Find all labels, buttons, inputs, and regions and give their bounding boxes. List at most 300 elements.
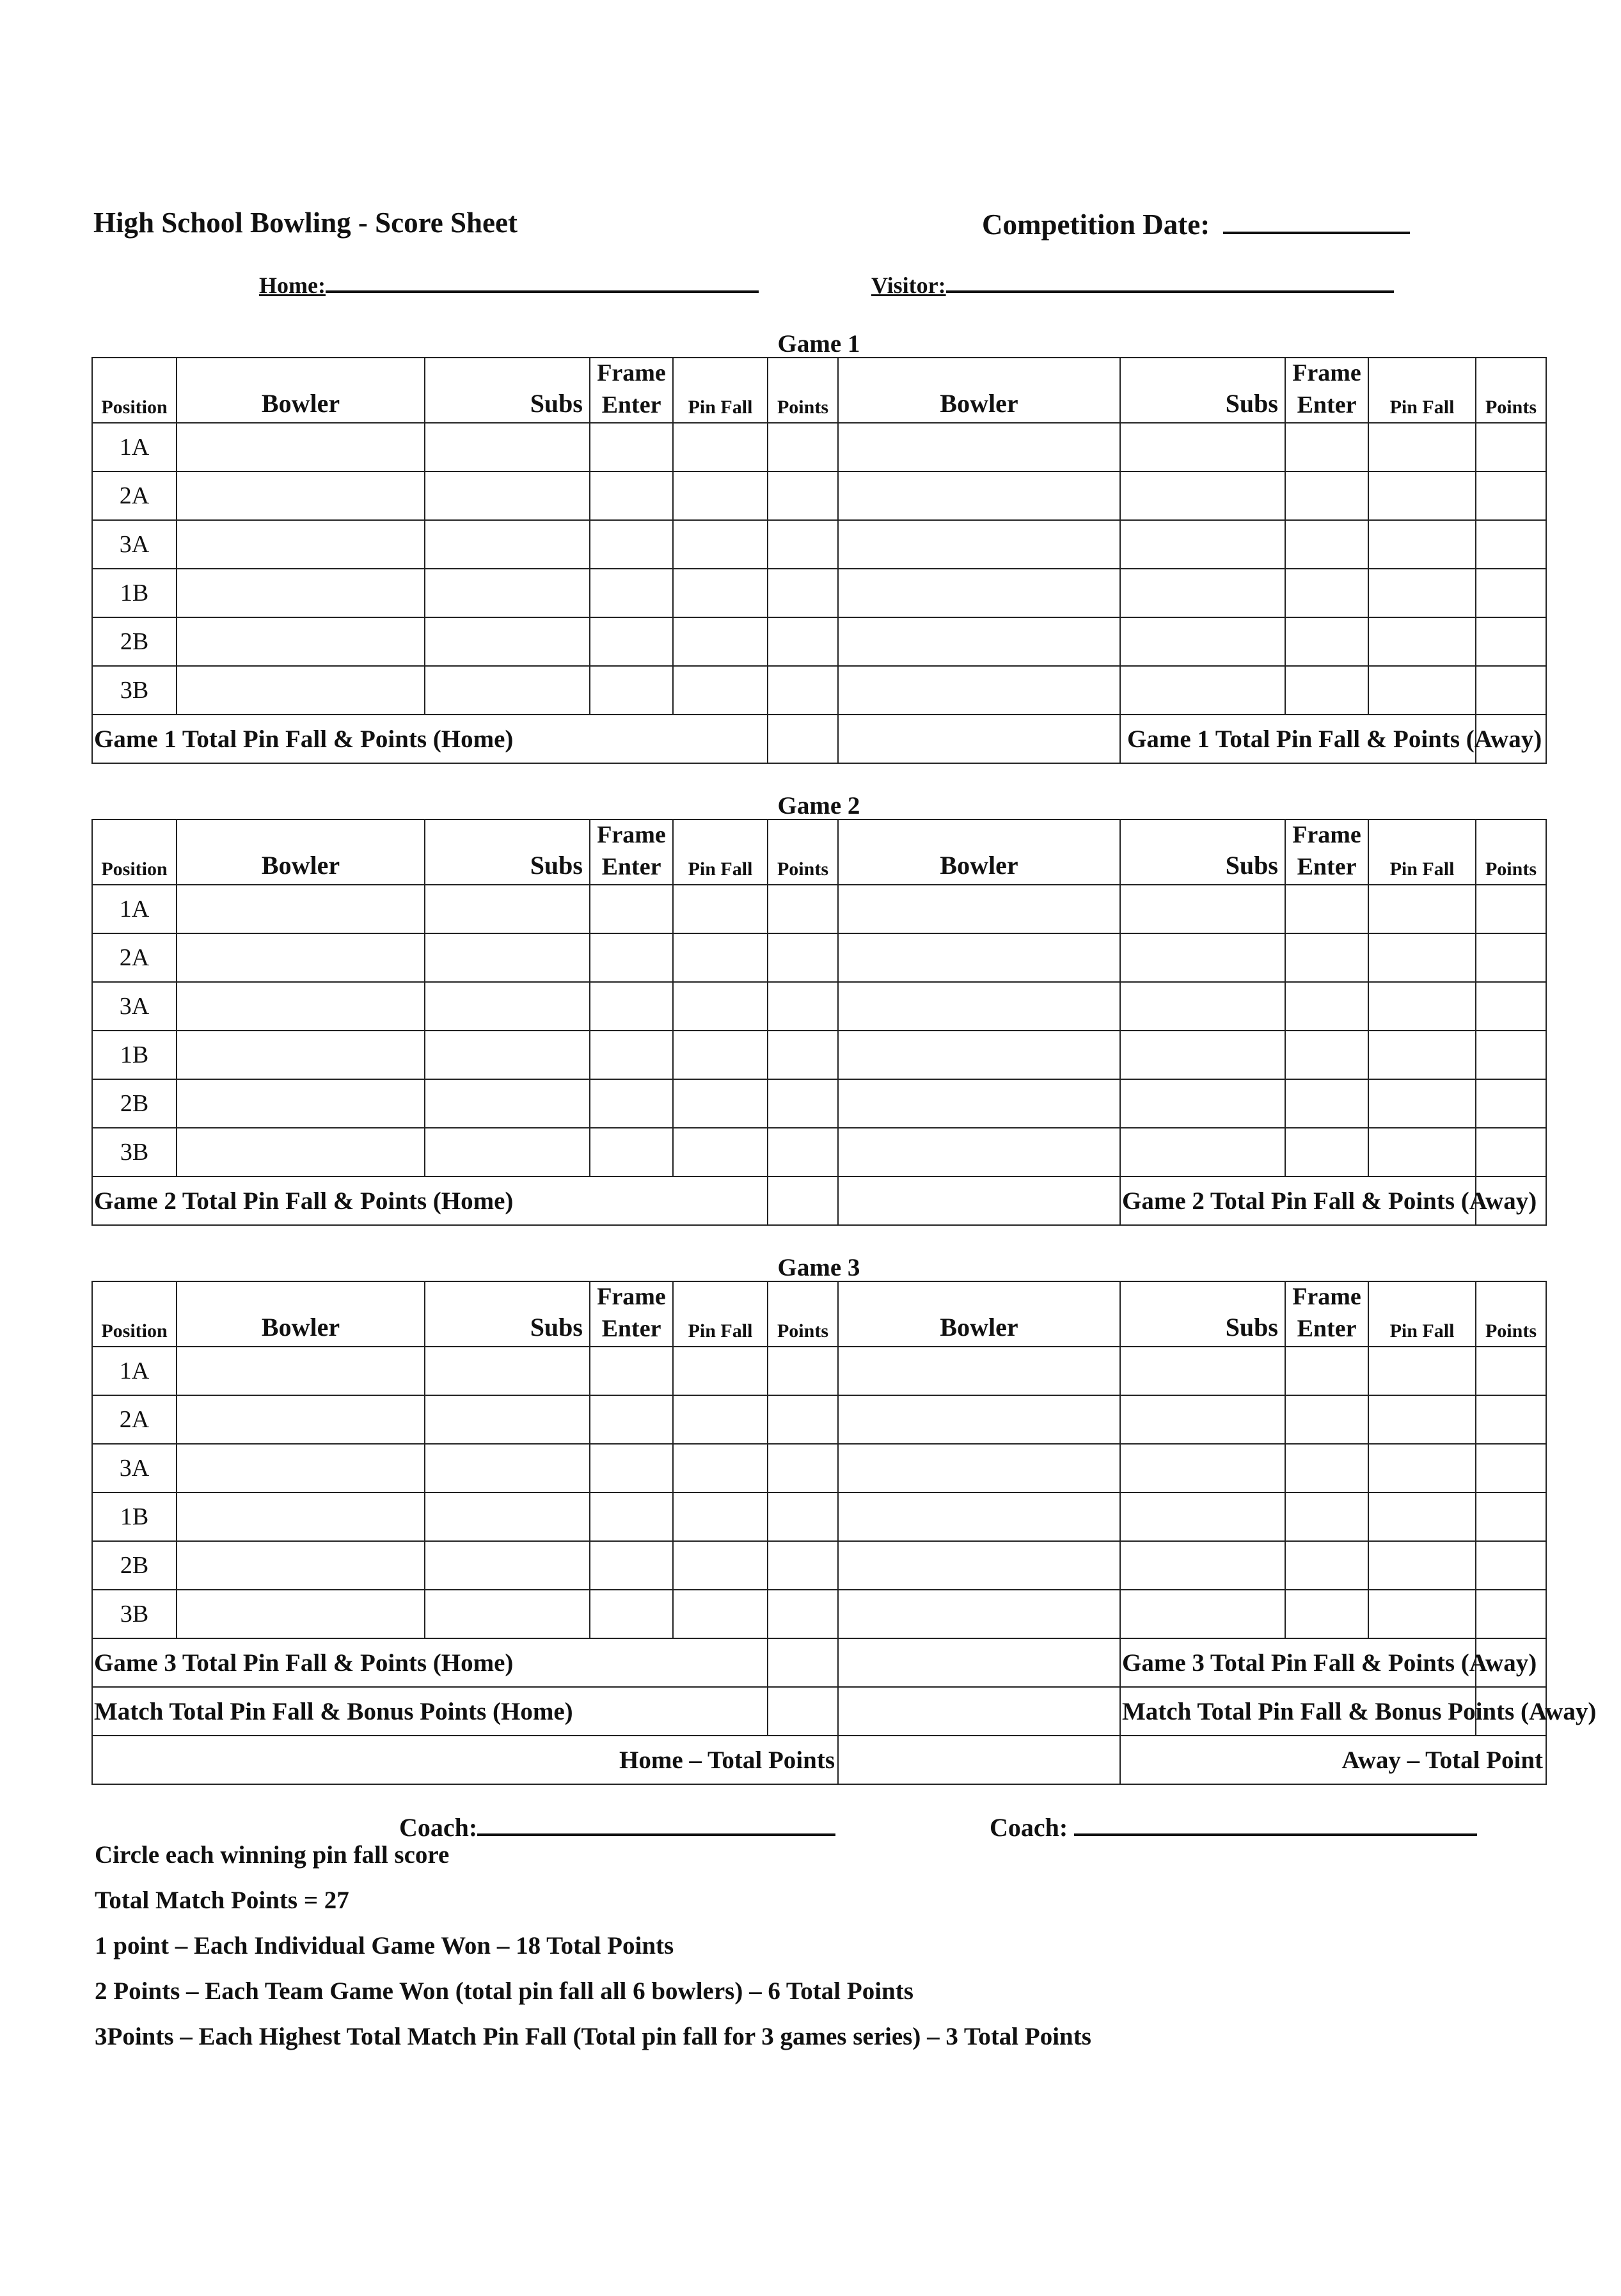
position-header: [92, 819, 177, 885]
home-pin-fall-cell[interactable]: [673, 1031, 768, 1079]
position-cell: 3A: [92, 520, 177, 569]
away-pin-fall-cell[interactable]: [1368, 1128, 1476, 1176]
home-pin-fall-cell[interactable]: [673, 933, 768, 982]
away-frame-enter-cell[interactable]: [1285, 1128, 1368, 1176]
home-frame-enter-cell[interactable]: [590, 982, 673, 1031]
home-bowler-cell[interactable]: [177, 1541, 425, 1590]
away-pin-fall-cell[interactable]: [1368, 569, 1476, 617]
game-1-table: [91, 357, 1547, 764]
home-points-cell[interactable]: [768, 1031, 838, 1079]
home-pin-fall-cell[interactable]: [673, 1395, 768, 1444]
game-3-total-away-label: Game 3 Total Pin Fall & Points (Away): [1120, 1638, 1476, 1687]
away-frame-enter-cell[interactable]: [1285, 982, 1368, 1031]
home-subs-cell[interactable]: [425, 1031, 590, 1079]
home-points-cell[interactable]: [768, 1444, 838, 1492]
home-bowler-header-label: Bowler: [261, 389, 340, 418]
away-subs-cell[interactable]: [1120, 933, 1285, 982]
away-pin-fall-cell[interactable]: [1368, 617, 1476, 666]
away-bowler-cell[interactable]: [838, 1079, 1120, 1128]
home-frame-enter-cell[interactable]: [590, 1492, 673, 1541]
table-row: [92, 520, 1546, 569]
home-bowler-cell[interactable]: [177, 1492, 425, 1541]
away-frame-enter-cell[interactable]: [1285, 1590, 1368, 1638]
position-cell: 1B: [92, 1492, 177, 1541]
home-points-cell[interactable]: [768, 569, 838, 617]
away-pin-fall-cell[interactable]: [1368, 1079, 1476, 1128]
away-bowler-cell[interactable]: [838, 1347, 1120, 1395]
home-frame-enter-cell[interactable]: [590, 520, 673, 569]
home-pin-fall-cell[interactable]: [673, 666, 768, 715]
table-row: [92, 471, 1546, 520]
home-frame-enter-cell[interactable]: [590, 471, 673, 520]
home-points-cell[interactable]: [768, 423, 838, 471]
home-points-cell[interactable]: [768, 1492, 838, 1541]
rule-total-points: Total Match Points = 27: [95, 1887, 349, 1914]
away-frame-enter-cell[interactable]: [1285, 885, 1368, 933]
game-1-total-home-label: Game 1 Total Pin Fall & Points (Home): [92, 715, 768, 763]
away-pin-fall-cell[interactable]: [1368, 1031, 1476, 1079]
home-pin-fall-cell[interactable]: [673, 982, 768, 1031]
away-frame-enter-header: [1285, 1281, 1368, 1347]
home-frame-enter-header: [590, 358, 673, 423]
home-subs-cell[interactable]: [425, 1395, 590, 1444]
home-points-header-label: Points: [777, 397, 828, 418]
away-bowler-cell[interactable]: [838, 1492, 1120, 1541]
home-coach-field[interactable]: [477, 1810, 835, 1836]
home-points-cell[interactable]: [768, 471, 838, 520]
match-total-home-pin-fall[interactable]: [768, 1687, 838, 1736]
home-total-points-cell[interactable]: [838, 1736, 1120, 1784]
home-frame-enter-header: [590, 1281, 673, 1347]
rule-circle-winning: Circle each winning pin fall score: [95, 1841, 450, 1869]
away-points-cell[interactable]: [1476, 885, 1546, 933]
game-2-total-row: [92, 1176, 1546, 1225]
away-pin-fall-cell[interactable]: [1368, 520, 1476, 569]
home-bowler-cell[interactable]: [177, 1079, 425, 1128]
visitor-team: [871, 269, 1394, 299]
away-pin-fall-cell[interactable]: [1368, 1395, 1476, 1444]
away-bowler-cell[interactable]: [838, 1395, 1120, 1444]
away-frame-enter-cell[interactable]: [1285, 471, 1368, 520]
away-pin-fall-cell[interactable]: [1368, 1492, 1476, 1541]
away-subs-cell[interactable]: [1120, 520, 1285, 569]
home-pin-fall-cell[interactable]: [673, 1492, 768, 1541]
game-1-total-away-label: Game 1 Total Pin Fall & Points (Away): [1120, 715, 1476, 763]
rule-team-game: 2 Points – Each Team Game Won (total pin fall all 6 bowlers) – 6 Total Points: [95, 1977, 913, 2005]
away-frame-enter-cell[interactable]: [1285, 933, 1368, 982]
away-frame-enter-cell[interactable]: [1285, 1395, 1368, 1444]
home-bowler-cell[interactable]: [177, 471, 425, 520]
away-bowler-cell[interactable]: [838, 1128, 1120, 1176]
home-pin-fall-cell[interactable]: [673, 1590, 768, 1638]
game-2-title: Game 2: [777, 792, 860, 819]
home-subs-cell[interactable]: [425, 569, 590, 617]
match-total-row: [92, 1687, 1546, 1736]
home-bowler-cell[interactable]: [177, 1347, 425, 1395]
away-frame-enter-cell[interactable]: [1285, 1541, 1368, 1590]
game-1-total-row: [92, 715, 1546, 763]
position-cell: 2B: [92, 617, 177, 666]
home-pinfall-header-label: Pin Fall: [688, 397, 753, 418]
position-cell: 2A: [92, 1395, 177, 1444]
home-points-cell[interactable]: [768, 1395, 838, 1444]
home-subs-cell[interactable]: [425, 1347, 590, 1395]
rule-match-pin-fall: 3Points – Each Highest Total Match Pin Fall (Total pin fall for 3 games series) – 3 Total Points: [95, 2023, 1091, 2050]
away-pin-fall-cell[interactable]: [1368, 885, 1476, 933]
home-bowler-cell[interactable]: [177, 569, 425, 617]
away-bowler-cell[interactable]: [838, 1541, 1120, 1590]
away-subs-cell[interactable]: [1120, 1444, 1285, 1492]
home-points-cell[interactable]: [768, 1128, 838, 1176]
game-3-total-home-label: Game 3 Total Pin Fall & Points (Home): [92, 1638, 768, 1687]
away-points-cell[interactable]: [1476, 1541, 1546, 1590]
away-subs-cell[interactable]: [1120, 569, 1285, 617]
home-pin-fall-cell[interactable]: [673, 1541, 768, 1590]
home-subs-cell[interactable]: [425, 885, 590, 933]
away-subs-cell[interactable]: [1120, 1079, 1285, 1128]
away-pin-fall-header: [1368, 358, 1476, 423]
away-points-cell[interactable]: [1476, 1590, 1546, 1638]
away-subs-cell[interactable]: [1120, 1031, 1285, 1079]
home-points-cell[interactable]: [768, 933, 838, 982]
home-pin-fall-cell[interactable]: [673, 1347, 768, 1395]
home-frame-enter-cell[interactable]: [590, 423, 673, 471]
home-frame-enter-cell[interactable]: [590, 666, 673, 715]
away-total-points-label: Away – Total Point: [1120, 1736, 1546, 1784]
away-points-cell[interactable]: [1476, 666, 1546, 715]
table-header-row: [92, 358, 1546, 423]
home-subs-cell[interactable]: [425, 666, 590, 715]
home-points-cell[interactable]: [768, 982, 838, 1031]
home-bowler-cell[interactable]: [177, 982, 425, 1031]
away-coach-label: Coach:: [990, 1813, 1068, 1842]
away-bowler-cell[interactable]: [838, 423, 1120, 471]
away-coach: [990, 1810, 1477, 1842]
position-cell: 1A: [92, 423, 177, 471]
away-bowler-cell[interactable]: [838, 520, 1120, 569]
away-bowler-cell[interactable]: [838, 666, 1120, 715]
home-bowler-cell[interactable]: [177, 933, 425, 982]
home-frame-enter-cell[interactable]: [590, 1395, 673, 1444]
game-2-total-home-pin-fall[interactable]: [768, 1176, 838, 1225]
home-subs-cell[interactable]: [425, 1079, 590, 1128]
total-points-row: [92, 1736, 1546, 1784]
home-frame-enter-cell[interactable]: [590, 1444, 673, 1492]
position-cell: 1A: [92, 885, 177, 933]
away-subs-cell[interactable]: [1120, 617, 1285, 666]
away-points-cell[interactable]: [1476, 1347, 1546, 1395]
away-points-cell[interactable]: [1476, 1492, 1546, 1541]
competition-date: [982, 206, 1410, 241]
away-pin-fall-cell[interactable]: [1368, 423, 1476, 471]
game-2-table: [91, 819, 1547, 1226]
home-bowler-cell[interactable]: [177, 885, 425, 933]
away-bowler-cell[interactable]: [838, 471, 1120, 520]
away-subs-cell[interactable]: [1120, 885, 1285, 933]
away-points-cell[interactable]: [1476, 982, 1546, 1031]
game-2-total-home-label: Game 2 Total Pin Fall & Points (Home): [92, 1176, 768, 1225]
home-pin-fall-cell[interactable]: [673, 617, 768, 666]
home-frame-enter-cell[interactable]: [590, 933, 673, 982]
home-frame-enter-cell[interactable]: [590, 885, 673, 933]
home-frame-enter-cell[interactable]: [590, 1590, 673, 1638]
home-bowler-cell[interactable]: [177, 1395, 425, 1444]
home-bowler-cell[interactable]: [177, 1444, 425, 1492]
away-points-header-label: Points: [1485, 397, 1537, 418]
home-frame-enter-cell[interactable]: [590, 1541, 673, 1590]
away-coach-field[interactable]: [1074, 1810, 1477, 1836]
table-row: [92, 666, 1546, 715]
table-row: [92, 1492, 1546, 1541]
away-subs-cell[interactable]: [1120, 666, 1285, 715]
home-frame-enter-cell[interactable]: [590, 1079, 673, 1128]
away-points-cell[interactable]: [1476, 933, 1546, 982]
away-bowler-header-label: Bowler: [940, 851, 1018, 880]
home-frame-enter-cell[interactable]: [590, 569, 673, 617]
home-subs-cell[interactable]: [425, 520, 590, 569]
position-cell: 2B: [92, 1079, 177, 1128]
home-coach: [399, 1810, 835, 1842]
home-subs-cell[interactable]: [425, 1492, 590, 1541]
home-team-field[interactable]: [326, 269, 759, 293]
home-points-cell[interactable]: [768, 520, 838, 569]
home-points-header-label: Points: [777, 859, 828, 880]
match-total-home-label: Match Total Pin Fall & Bonus Points (Home): [92, 1687, 768, 1736]
home-pin-fall-cell[interactable]: [673, 471, 768, 520]
away-frame-header-label-2: Enter: [1297, 392, 1357, 418]
table-row: [92, 617, 1546, 666]
away-frame-enter-cell[interactable]: [1285, 1079, 1368, 1128]
away-subs-cell[interactable]: [1120, 982, 1285, 1031]
home-points-cell[interactable]: [768, 885, 838, 933]
away-subs-cell[interactable]: [1120, 1395, 1285, 1444]
away-pin-fall-cell[interactable]: [1368, 1590, 1476, 1638]
competition-date-label: Competition Date:: [982, 209, 1210, 241]
home-points-header: [768, 819, 838, 885]
away-bowler-header-label: Bowler: [940, 1313, 1018, 1342]
home-bowler-cell[interactable]: [177, 1128, 425, 1176]
home-bowler-cell[interactable]: [177, 1590, 425, 1638]
home-subs-header: [425, 819, 590, 885]
home-team: [259, 269, 759, 299]
away-pin-fall-cell[interactable]: [1368, 1444, 1476, 1492]
game-3-total-home-points[interactable]: [838, 1638, 1120, 1687]
home-points-cell[interactable]: [768, 1541, 838, 1590]
away-bowler-header-label: Bowler: [940, 389, 1018, 418]
away-frame-enter-cell[interactable]: [1285, 1444, 1368, 1492]
home-total-points-label: Home – Total Points: [92, 1736, 838, 1784]
game-2-total-home-points[interactable]: [838, 1176, 1120, 1225]
game-3-table: [91, 1281, 1597, 1785]
home-frame-enter-cell[interactable]: [590, 1128, 673, 1176]
away-points-cell[interactable]: [1476, 1031, 1546, 1079]
game-1-title: Game 1: [777, 330, 860, 358]
away-frame-header-label-2: Enter: [1297, 853, 1357, 880]
home-bowler-cell[interactable]: [177, 666, 425, 715]
away-points-cell[interactable]: [1476, 1079, 1546, 1128]
away-points-cell[interactable]: [1476, 423, 1546, 471]
home-subs-cell[interactable]: [425, 471, 590, 520]
home-pin-fall-cell[interactable]: [673, 1079, 768, 1128]
position-cell: 1A: [92, 1347, 177, 1395]
away-pinfall-header-label: Pin Fall: [1389, 397, 1455, 418]
table-header-row: [92, 819, 1546, 885]
position-cell: 3B: [92, 1590, 177, 1638]
home-pinfall-header-label: Pin Fall: [688, 859, 753, 880]
away-pin-fall-cell[interactable]: [1368, 982, 1476, 1031]
position-cell: 2A: [92, 471, 177, 520]
away-bowler-cell[interactable]: [838, 617, 1120, 666]
away-subs-header: [1120, 1281, 1285, 1347]
away-frame-enter-cell[interactable]: [1285, 423, 1368, 471]
position-cell: 1B: [92, 569, 177, 617]
away-pin-fall-cell[interactable]: [1368, 471, 1476, 520]
table-row: [92, 982, 1546, 1031]
table-row: [92, 1590, 1546, 1638]
game-1-total-home-pin-fall[interactable]: [768, 715, 838, 763]
home-frame-header-label-1: Frame: [597, 1283, 666, 1310]
position-header: [92, 1281, 177, 1347]
game-3-total-home-pin-fall[interactable]: [768, 1638, 838, 1687]
away-points-cell[interactable]: [1476, 520, 1546, 569]
home-pin-fall-cell[interactable]: [673, 520, 768, 569]
home-points-header: [768, 1281, 838, 1347]
away-frame-enter-cell[interactable]: [1285, 1031, 1368, 1079]
away-bowler-cell[interactable]: [838, 1444, 1120, 1492]
away-pin-fall-cell[interactable]: [1368, 1347, 1476, 1395]
table-row: [92, 933, 1546, 982]
away-bowler-cell[interactable]: [838, 885, 1120, 933]
home-frame-enter-cell[interactable]: [590, 617, 673, 666]
home-frame-header-label-2: Enter: [601, 853, 661, 880]
away-pin-fall-cell[interactable]: [1368, 666, 1476, 715]
home-subs-header: [425, 1281, 590, 1347]
home-frame-enter-cell[interactable]: [590, 1347, 673, 1395]
home-frame-header-label-2: Enter: [601, 1315, 661, 1342]
home-frame-enter-cell[interactable]: [590, 1031, 673, 1079]
home-points-cell[interactable]: [768, 1590, 838, 1638]
position-cell: 3B: [92, 666, 177, 715]
sheet-title: High School Bowling - Score Sheet: [93, 207, 518, 239]
away-points-header-label: Points: [1485, 859, 1537, 880]
home-points-cell[interactable]: [768, 1079, 838, 1128]
table-row: [92, 1128, 1546, 1176]
home-pin-fall-header: [673, 1281, 768, 1347]
away-subs-cell[interactable]: [1120, 1590, 1285, 1638]
game-1-total-home-points[interactable]: [838, 715, 1120, 763]
away-points-cell[interactable]: [1476, 569, 1546, 617]
home-subs-cell[interactable]: [425, 617, 590, 666]
away-frame-enter-cell[interactable]: [1285, 617, 1368, 666]
home-subs-cell[interactable]: [425, 1444, 590, 1492]
match-total-home-points[interactable]: [838, 1687, 1120, 1736]
home-bowler-cell[interactable]: [177, 617, 425, 666]
home-points-header: [768, 358, 838, 423]
away-subs-cell[interactable]: [1120, 1541, 1285, 1590]
position-header-label: Position: [101, 397, 168, 418]
visitor-label: Visitor:: [871, 273, 946, 298]
home-bowler-header-label: Bowler: [261, 851, 340, 880]
visitor-team-field[interactable]: [946, 269, 1394, 293]
away-subs-header: [1120, 819, 1285, 885]
home-bowler-cell[interactable]: [177, 1031, 425, 1079]
away-subs-cell[interactable]: [1120, 1128, 1285, 1176]
home-subs-cell[interactable]: [425, 1590, 590, 1638]
away-bowler-cell[interactable]: [838, 569, 1120, 617]
away-frame-header-label-2: Enter: [1297, 1315, 1357, 1342]
away-points-cell[interactable]: [1476, 471, 1546, 520]
away-frame-enter-cell[interactable]: [1285, 1492, 1368, 1541]
away-bowler-cell[interactable]: [838, 1590, 1120, 1638]
position-cell: 3A: [92, 1444, 177, 1492]
home-subs-cell[interactable]: [425, 423, 590, 471]
away-points-cell[interactable]: [1476, 1444, 1546, 1492]
home-bowler-cell[interactable]: [177, 520, 425, 569]
away-bowler-cell[interactable]: [838, 933, 1120, 982]
away-bowler-cell[interactable]: [838, 1031, 1120, 1079]
away-bowler-header: [838, 819, 1120, 885]
match-total-away-label: Match Total Pin Fall & Bonus Points (Away): [1120, 1687, 1476, 1736]
competition-date-field[interactable]: [1223, 206, 1410, 234]
table-header-row: [92, 1281, 1546, 1347]
away-points-header-label: Points: [1485, 1320, 1537, 1342]
away-subs-cell[interactable]: [1120, 1347, 1285, 1395]
away-subs-cell[interactable]: [1120, 1492, 1285, 1541]
away-subs-header: [1120, 358, 1285, 423]
home-subs-cell[interactable]: [425, 1128, 590, 1176]
home-frame-header-label-1: Frame: [597, 360, 666, 386]
away-frame-enter-cell[interactable]: [1285, 520, 1368, 569]
away-pin-fall-cell[interactable]: [1368, 1541, 1476, 1590]
away-subs-header-label: Subs: [1225, 389, 1278, 418]
away-subs-header-label: Subs: [1225, 851, 1278, 880]
home-points-cell[interactable]: [768, 617, 838, 666]
away-subs-cell[interactable]: [1120, 423, 1285, 471]
home-bowler-header: [177, 358, 425, 423]
position-cell: 1B: [92, 1031, 177, 1079]
home-pin-fall-header: [673, 358, 768, 423]
away-subs-header-label: Subs: [1225, 1313, 1278, 1342]
away-pinfall-header-label: Pin Fall: [1389, 1320, 1455, 1342]
position-header-label: Position: [101, 859, 168, 880]
away-bowler-cell[interactable]: [838, 982, 1120, 1031]
table-row: [92, 1395, 1546, 1444]
away-frame-enter-cell[interactable]: [1285, 1347, 1368, 1395]
home-pin-fall-cell[interactable]: [673, 1128, 768, 1176]
away-pin-fall-header: [1368, 1281, 1476, 1347]
away-points-cell[interactable]: [1476, 1395, 1546, 1444]
home-subs-cell[interactable]: [425, 933, 590, 982]
away-frame-enter-cell[interactable]: [1285, 569, 1368, 617]
away-frame-enter-header: [1285, 358, 1368, 423]
home-subs-cell[interactable]: [425, 982, 590, 1031]
away-points-cell[interactable]: [1476, 617, 1546, 666]
home-pin-fall-cell[interactable]: [673, 1444, 768, 1492]
away-frame-enter-cell[interactable]: [1285, 666, 1368, 715]
away-pin-fall-cell[interactable]: [1368, 933, 1476, 982]
away-points-cell[interactable]: [1476, 1128, 1546, 1176]
home-bowler-cell[interactable]: [177, 423, 425, 471]
home-subs-header: [425, 358, 590, 423]
home-pin-fall-cell[interactable]: [673, 423, 768, 471]
home-points-cell[interactable]: [768, 666, 838, 715]
home-pin-fall-cell[interactable]: [673, 885, 768, 933]
table-row: [92, 1347, 1546, 1395]
away-subs-cell[interactable]: [1120, 471, 1285, 520]
home-points-cell[interactable]: [768, 1347, 838, 1395]
home-pin-fall-cell[interactable]: [673, 569, 768, 617]
home-subs-cell[interactable]: [425, 1541, 590, 1590]
